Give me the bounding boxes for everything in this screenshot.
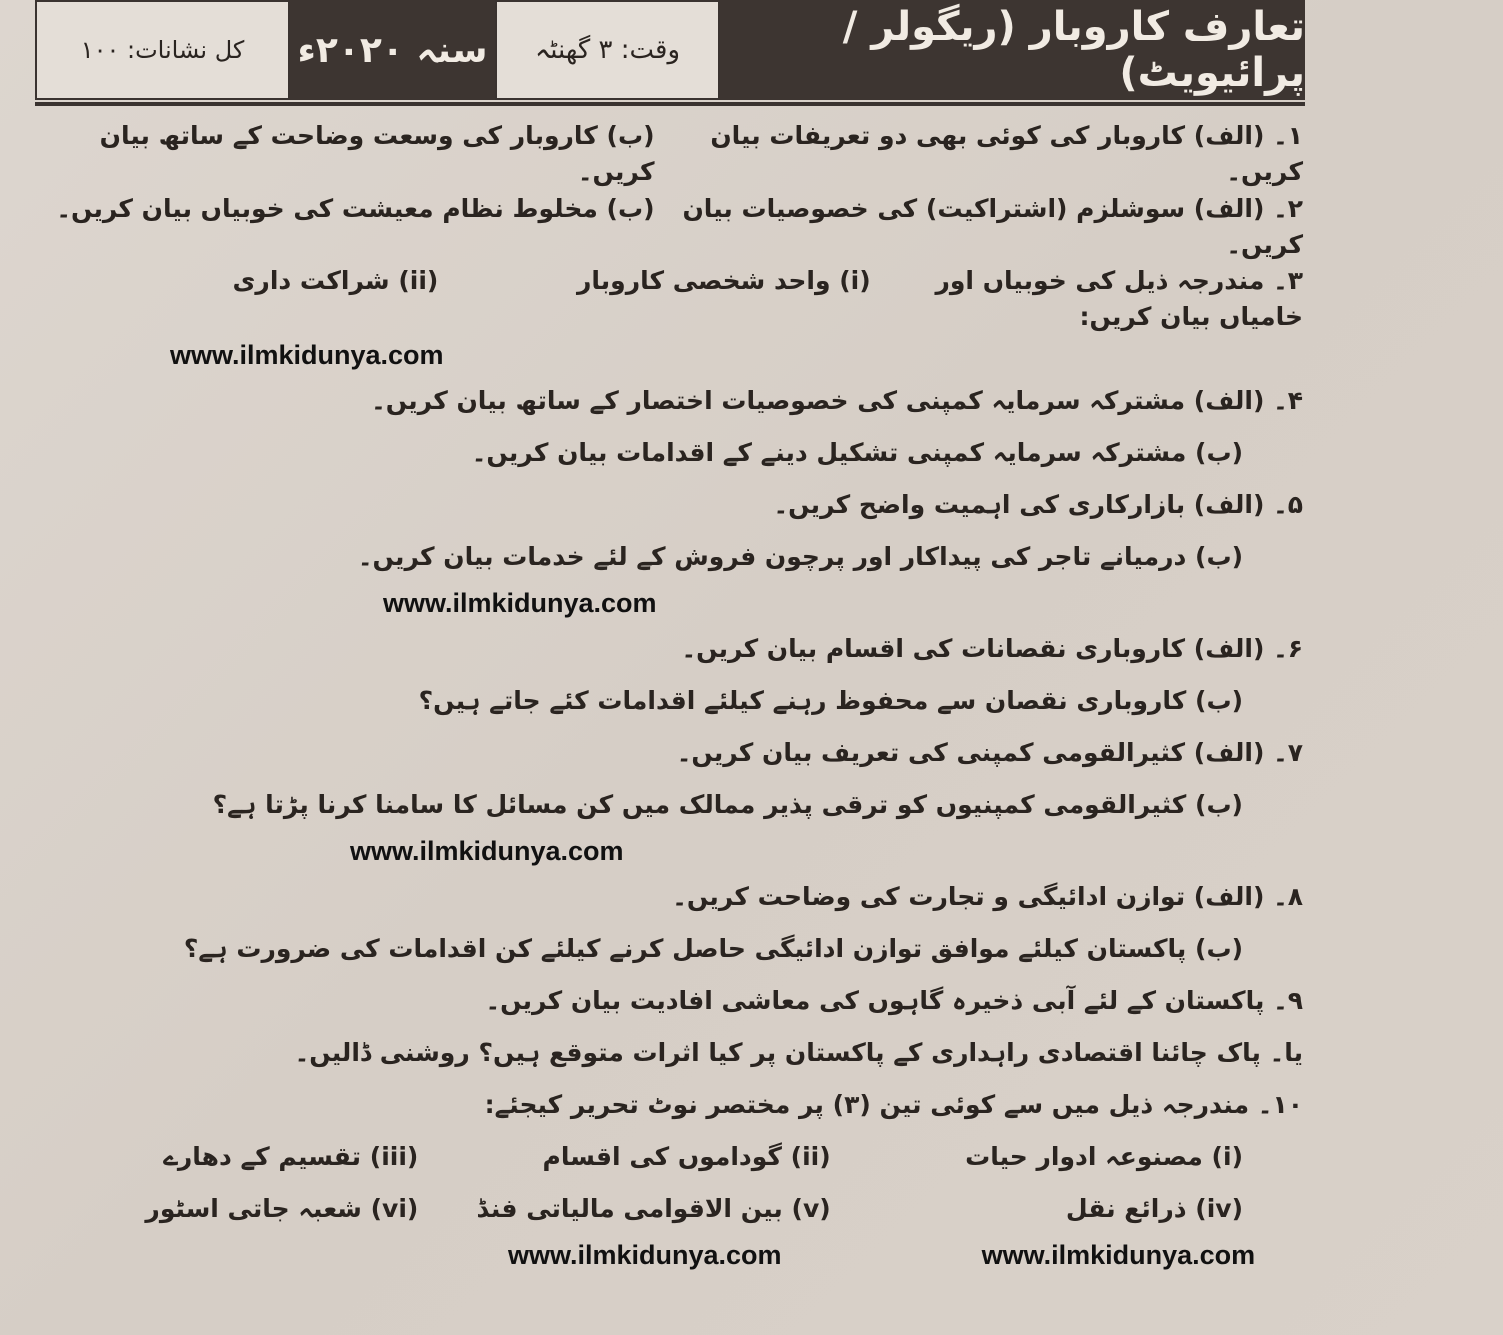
q1-row <box>30 118 1303 191</box>
q10-item-ii: (ii) گوداموں کی اقسام <box>542 1142 831 1172</box>
questions-body <box>30 118 1303 1276</box>
watermark-url: www.ilmkidunya.com <box>508 1240 782 1270</box>
q9-or: یا۔ پاک چائنا اقتصادی راہداری کے پاکستان پر کیا اثرات متوقع ہیں؟ روشنی ڈالیں۔ <box>294 1038 1303 1068</box>
q10-item-iv: (iv) ذرائع نقل <box>1065 1194 1243 1224</box>
q8-a: ۸۔ (الف) توازن ادائیگی و تجارت کی وضاحت کریں۔ <box>672 882 1303 912</box>
q10-item-vi: (vi) شعبہ جاتی اسٹور <box>145 1194 419 1224</box>
watermark-row <box>30 832 1303 872</box>
q2-row <box>30 191 1303 264</box>
q3: ۳۔ مندرجہ ذیل کی خوبیاں اور خامیاں بیان کریں: <box>935 266 1303 332</box>
watermark-url: www.ilmkidunya.com <box>170 340 444 370</box>
q10: ۱۰۔ مندرجہ ذیل میں سے کوئی تین (۳) پر مختصر نوٹ تحریر کیجئے: <box>484 1090 1303 1120</box>
q5-b: (ب) درمیانے تاجر کی پیداکار اور پرچون فروش کے لئے خدمات بیان کریں۔ <box>357 542 1243 572</box>
watermark-url: www.ilmkidunya.com <box>981 1240 1256 1270</box>
total-marks: کل نشانات: ۱۰۰ <box>35 0 290 100</box>
q10-item-v: (v) بین الاقوامی مالیاتی فنڈ <box>476 1194 831 1224</box>
watermark-row <box>30 1236 1303 1276</box>
q7-b: (ب) کثیرالقومی کمپنیوں کو ترقی پذیر ممالک میں کن مسائل کا سامنا کرنا پڑتا ہے؟ <box>212 790 1243 820</box>
q3-ii: (ii) شراکت داری <box>232 266 439 295</box>
watermark-url: www.ilmkidunya.com <box>350 836 624 866</box>
q7-a: ۷۔ (الف) کثیرالقومی کمپنی کی تعریف بیان کریں۔ <box>676 738 1303 768</box>
q1-a: ۱۔ (الف) کاروبار کی کوئی بھی دو تعریفات بیان کریں۔ <box>710 121 1303 187</box>
q4-b: (ب) مشترکہ سرمایہ کمپنی تشکیل دینے کے اقدامات بیان کریں۔ <box>471 438 1243 468</box>
q2-a: ۲۔ (الف) سوشلزم (اشتراکیت) کی خصوصیات بیان کریں۔ <box>682 193 1303 259</box>
q10-items-row-2 <box>30 1184 1303 1236</box>
q4-a: ۴۔ (الف) مشترکہ سرمایہ کمپنی کی خصوصیات اختصار کے ساتھ بیان کریں۔ <box>371 386 1303 416</box>
q9: ۹۔ پاکستان کے لئے آبی ذخیرہ گاہوں کی معاشی افادیت بیان کریں۔ <box>485 986 1303 1016</box>
year: سنہ ۲۰۲۰ء <box>290 0 495 100</box>
q3-i: (i) واحد شخصی کاروبار <box>576 266 871 295</box>
q6-b: (ب) کاروباری نقصان سے محفوظ رہنے کیلئے اقدامات کئے جاتے ہیں؟ <box>418 686 1243 716</box>
q6-a: ۶۔ (الف) کاروباری نقصانات کی اقسام بیان کریں۔ <box>681 634 1303 664</box>
watermark-row <box>30 336 1303 376</box>
q1-b: (ب) کاروبار کی وسعت وضاحت کے ساتھ بیان کریں۔ <box>99 121 655 187</box>
q5-a: ۵۔ (الف) بازارکاری کی اہمیت واضح کریں۔ <box>773 490 1303 520</box>
paper-title: تعارف کاروبار (ریگولر / پرائیویٹ) <box>720 0 1305 100</box>
watermark-url: www.ilmkidunya.com <box>383 588 657 618</box>
q8-b: (ب) پاکستان کیلئے موافق توازن ادائیگی حاصل کرنے کیلئے کن اقدامات کی ضرورت ہے؟ <box>183 934 1243 964</box>
paper-header <box>35 0 1305 106</box>
q3-row <box>30 263 1303 336</box>
time-allowed: وقت: ۳ گھنٹہ <box>495 0 720 100</box>
q2-b: (ب) مخلوط نظام معیشت کی خوبیاں بیان کریں۔ <box>56 193 655 223</box>
q10-item-i: (i) مصنوعہ ادوار حیات <box>965 1142 1243 1172</box>
watermark-row <box>30 584 1303 624</box>
q10-items-row-1 <box>30 1132 1303 1184</box>
q10-item-iii: (iii) تقسیم کے دھارے <box>163 1142 419 1172</box>
